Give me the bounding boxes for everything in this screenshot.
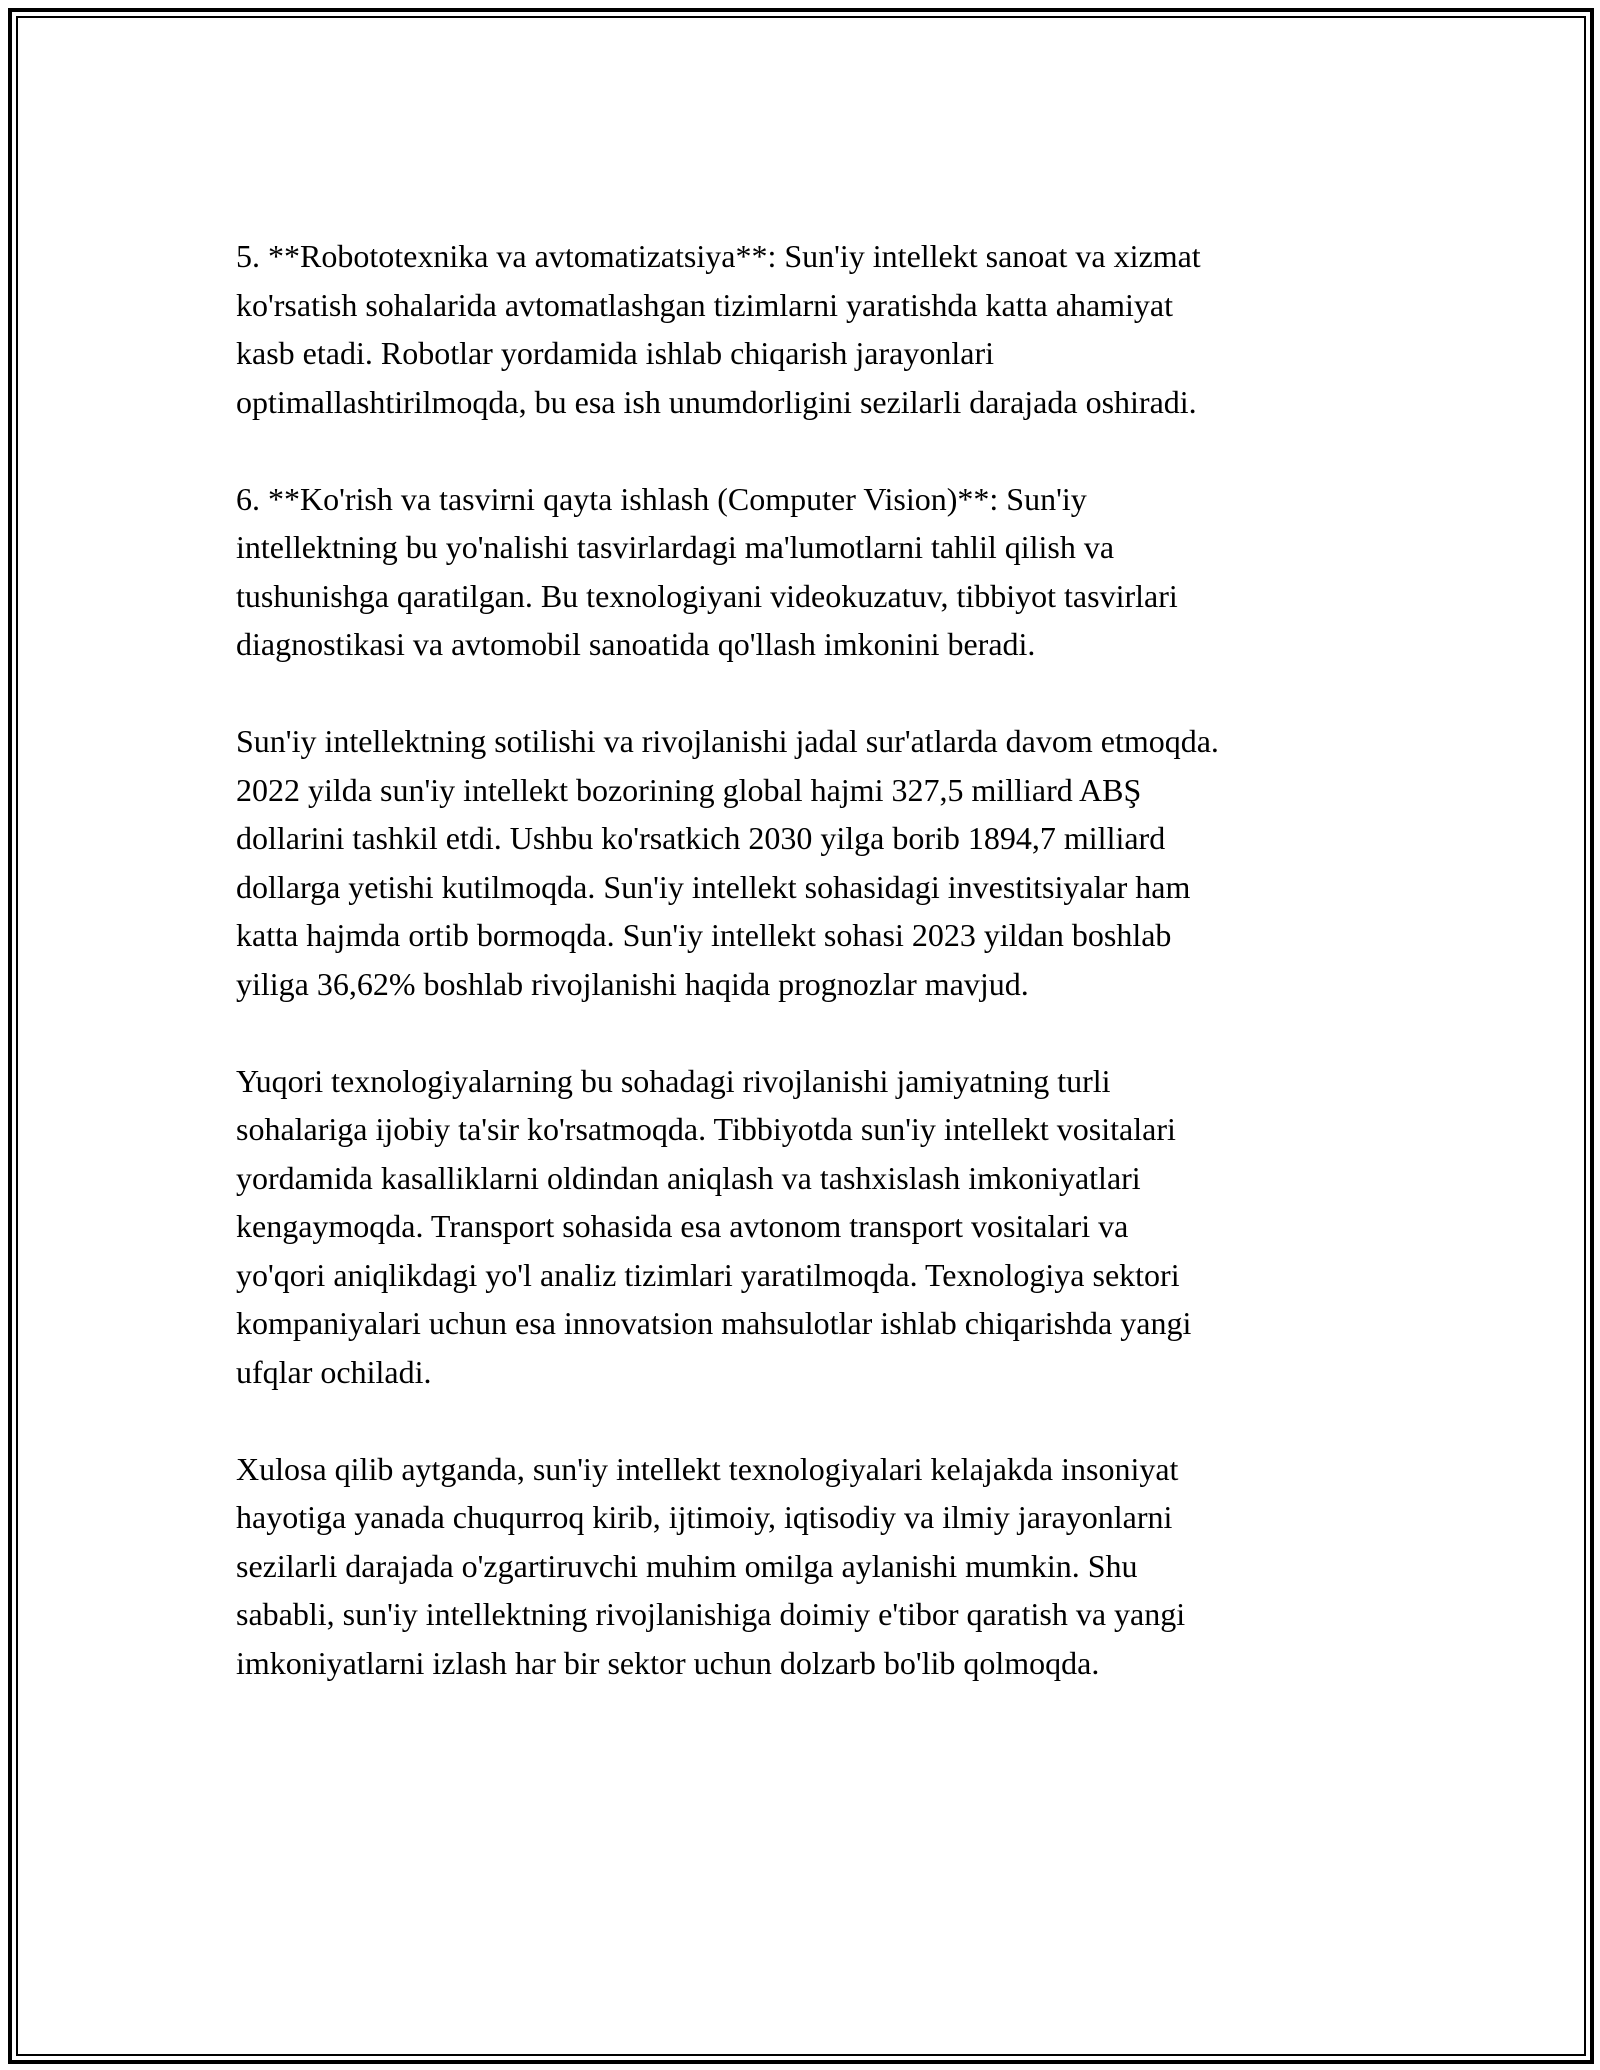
paragraph-societal-impact: Yuqori texnologiyalarning bu sohadagi rivojlanishi jamiyatning turli sohalariga ijobiy ta'sir ko'rsatmoqda. Tibbiyotda sun'iy intellekt vositalari yordamida kasalliklarni oldindan aniqlash va tashxislash imkoniyatlari kengaymoqda. Transport sohasida esa avtonom transport vositalari va yo'qori aniqlikdagi yo'l analiz tizimlari yaratilmoqda. Texnologiya sektori kompaniyalari uchun esa innovatsion mahsulotlar ishlab chiqarishda yangi ufqlar ochiladi.	[236, 1062, 1192, 1390]
document-body	[236, 232, 1376, 1736]
paragraph-market-growth: Sun'iy intellektning sotilishi va rivojlanishi jadal sur'atlarda davom etmoqda. 2022 yilda sun'iy intellekt bozorining global hajmi 327,5 milliard ABŞ dollarini tashkil etdi. Ushbu ko'rsatkich 2030 yilga borib 1894,7 milliard dollarga yetishi kutilmoqda. Sun'iy intellekt sohasidagi investitsiyalar ham katta hajmda ortib bormoqda. Sun'iy intellekt sohasi 2023 yildan boshlab yiliga 36,62% boshlab rivojlanishi haqida prognozlar mavjud.	[236, 723, 1219, 1002]
paragraph-computer-vision: 6. **Ko'rish va tasvirni qayta ishlash (Computer Vision)**: Sun'iy intellektning bu yo'nalishi tasvirlardagi ma'lumotlarni tahlil qilish va tushunishga qaratilgan. Bu texnologiyani videokuzatuv, tibbiyot tasvirlari diagnostikasi va avtomobil sanoatida qo'llash imkonini beradi.	[236, 480, 1178, 662]
paragraph-conclusion: Xulosa qilib aytganda, sun'iy intellekt texnologiyalari kelajakda insoniyat hayotiga yanada chuqurroq kirib, ijtimoiy, iqtisodiy va ilmiy jarayonlarni sezilarli darajada o'zgartiruvchi muhim omilga aylanishi mumkin. Shu sababli, sun'iy intellektning rivojlanishiga doimiy e'tibor qaratish va yangi imkoniyatlarni izlash har bir sektor uchun dolzarb bo'lib qolmoqda.	[236, 1450, 1186, 1681]
paragraph-robotics: 5. **Robototexnika va avtomatizatsiya**: Sun'iy intellekt sanoat va xizmat ko'rsatish sohalarida avtomatlashgan tizimlarni yaratishda katta ahamiyat kasb etadi. Robotlar yordamida ishlab chiqarish jarayonlari optimallashtirilmoqda, bu esa ish unumdorligini sezilarli darajada oshiradi.	[236, 238, 1201, 420]
